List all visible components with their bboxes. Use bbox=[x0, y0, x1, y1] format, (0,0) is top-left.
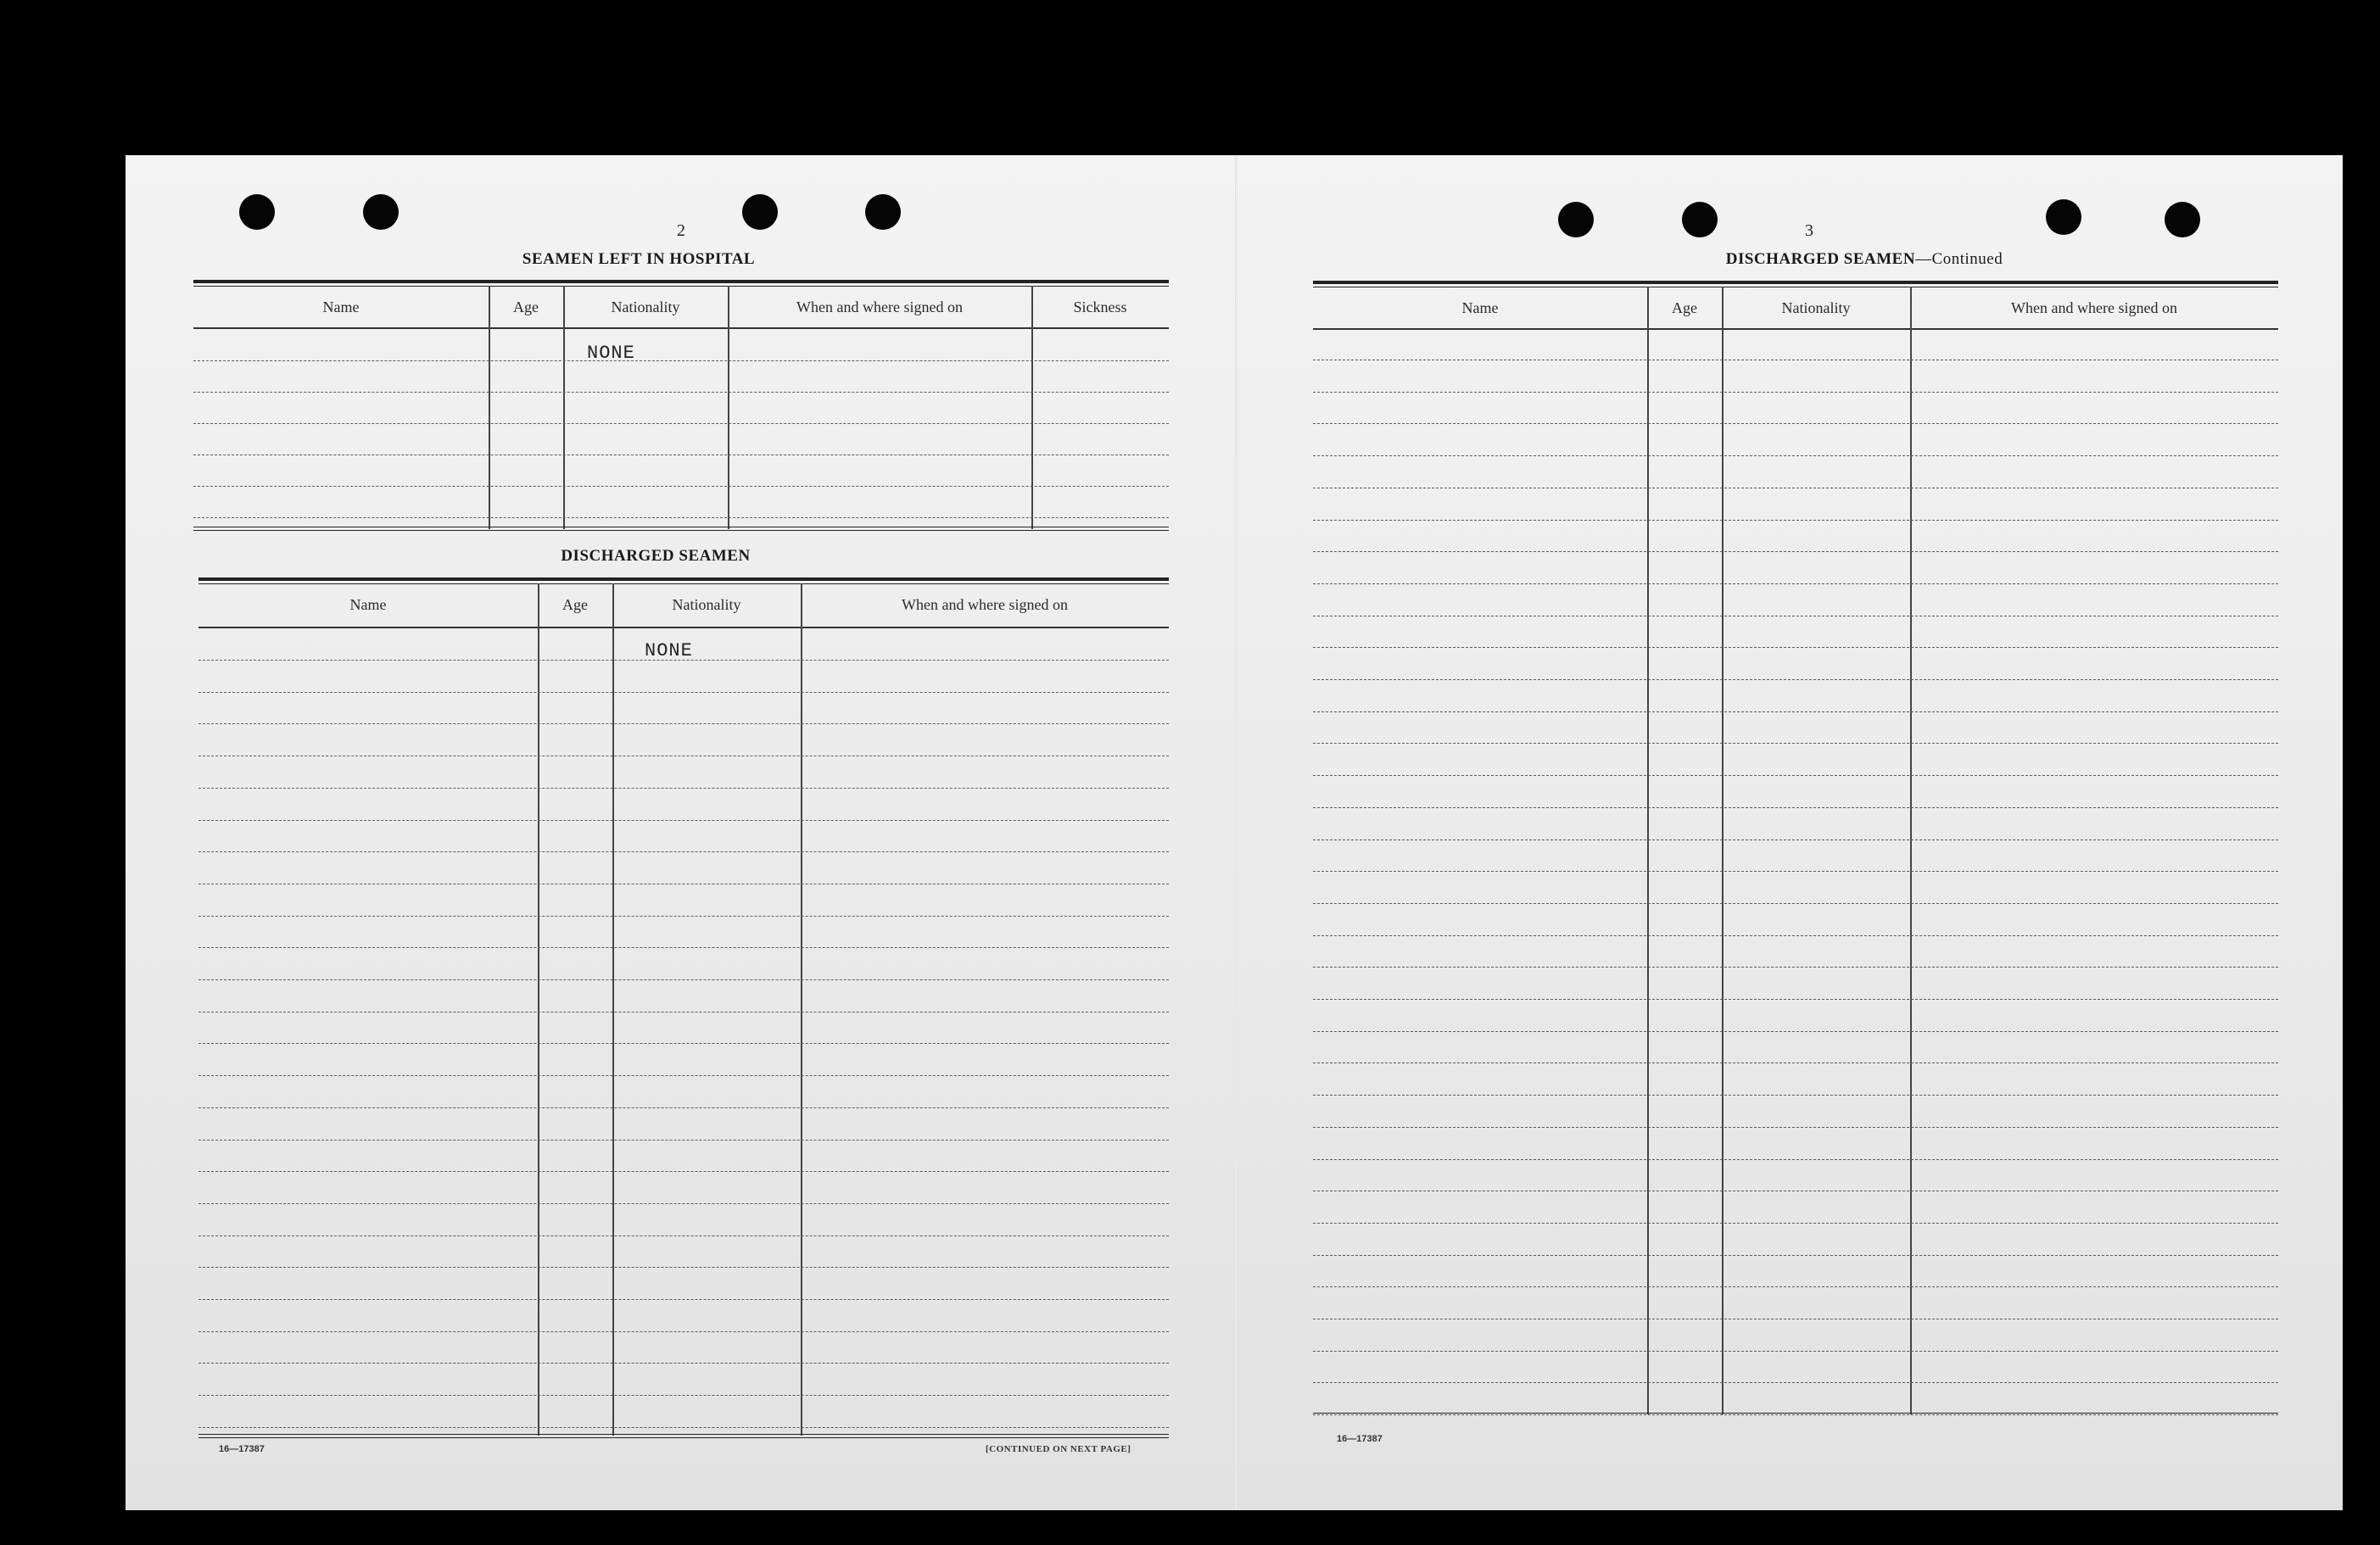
entry-row-line bbox=[198, 1171, 1169, 1172]
entry-row-line bbox=[1313, 583, 2278, 584]
entry-row-line bbox=[193, 360, 1169, 361]
entry-row-line bbox=[198, 1331, 1169, 1332]
punch-hole bbox=[865, 194, 901, 230]
table-top-rule bbox=[1313, 281, 2278, 284]
column-divider bbox=[728, 286, 729, 529]
table-bottom-rule bbox=[193, 530, 1169, 531]
punch-hole bbox=[1558, 202, 1594, 237]
entry-row-line bbox=[198, 820, 1169, 821]
entry-row-line bbox=[198, 851, 1169, 852]
entry-row-line bbox=[198, 1395, 1169, 1396]
entry-row-line bbox=[198, 1363, 1169, 1364]
form-number-left: 16—17387 bbox=[219, 1444, 265, 1454]
continued-suffix: —Continued bbox=[1915, 250, 2003, 268]
column-divider bbox=[538, 583, 539, 1436]
entry-row-line bbox=[193, 486, 1169, 487]
punch-hole bbox=[2046, 199, 2081, 235]
table-bottom-rule bbox=[1313, 1413, 2278, 1414]
entry-row-line bbox=[1313, 1159, 2278, 1160]
continued-note: [CONTINUED ON NEXT PAGE] bbox=[986, 1444, 1131, 1454]
entry-row-line bbox=[1313, 1351, 2278, 1352]
entry-row-line bbox=[198, 979, 1169, 980]
column-divider bbox=[612, 583, 614, 1436]
entry-row-line bbox=[1313, 520, 2278, 521]
discharged-continued-table bbox=[1313, 281, 2278, 1417]
entry-row-line bbox=[1313, 775, 2278, 776]
table-bottom-rule bbox=[198, 1437, 1169, 1438]
header-rule bbox=[193, 327, 1169, 329]
hospital-section-title: SEAMEN LEFT IN HOSPITAL bbox=[522, 250, 756, 268]
column-header-nationality: Nationality bbox=[672, 596, 741, 613]
form-number-right: 16—17387 bbox=[1337, 1434, 1383, 1444]
header-rule bbox=[1313, 328, 2278, 330]
entry-row-line bbox=[193, 392, 1169, 393]
entry-row-line bbox=[1313, 392, 2278, 393]
entry-row-line bbox=[1313, 967, 2278, 968]
punch-hole bbox=[1682, 202, 1718, 237]
entry-row-line bbox=[1313, 1127, 2278, 1128]
entry-row-line bbox=[198, 916, 1169, 917]
entry-row-line bbox=[1313, 455, 2278, 456]
entry-row-line bbox=[1313, 679, 2278, 680]
column-header-nationality: Nationality bbox=[1781, 299, 1851, 316]
entry-row-line bbox=[198, 1043, 1169, 1044]
column-header-age: Age bbox=[562, 596, 588, 613]
column-header-name: Name bbox=[322, 298, 360, 315]
entry-row-line bbox=[193, 517, 1169, 518]
page-number-left: 2 bbox=[677, 221, 685, 240]
entry-row-line bbox=[1313, 1031, 2278, 1032]
column-header-name: Name bbox=[1461, 299, 1499, 316]
entry-row-line bbox=[198, 692, 1169, 693]
discharged-continued-title bbox=[1652, 250, 2076, 269]
entry-row-line bbox=[198, 1140, 1169, 1141]
entry-row-line bbox=[1313, 1095, 2278, 1096]
entry-row-line bbox=[198, 1299, 1169, 1300]
column-header-signed-on: When and where signed on bbox=[902, 596, 1068, 613]
entry-row-line bbox=[198, 1235, 1169, 1236]
entry-row-line bbox=[1313, 551, 2278, 552]
column-divider bbox=[801, 583, 802, 1436]
entry-row-line bbox=[1313, 807, 2278, 808]
discharged-table bbox=[198, 577, 1169, 1442]
table-bottom-rule bbox=[198, 1434, 1169, 1435]
entry-row-line bbox=[198, 1267, 1169, 1268]
entry-row-line bbox=[1313, 839, 2278, 840]
entry-row-line bbox=[1313, 647, 2278, 648]
column-divider bbox=[1031, 286, 1033, 529]
punch-hole bbox=[363, 194, 399, 230]
entry-row-line bbox=[198, 723, 1169, 724]
entry-row-line bbox=[1313, 1414, 2278, 1415]
table-top-rule-thin bbox=[198, 583, 1169, 584]
entry-row-line bbox=[198, 1427, 1169, 1428]
document-scan bbox=[126, 155, 2343, 1510]
entry-row-line bbox=[1313, 1255, 2278, 1256]
entry-row-line bbox=[1313, 1286, 2278, 1287]
punch-hole bbox=[239, 194, 275, 230]
entry-row-line bbox=[198, 1203, 1169, 1204]
center-fold bbox=[1235, 155, 1237, 1510]
page-number-right: 3 bbox=[1805, 221, 1813, 240]
column-header-nationality: Nationality bbox=[611, 298, 680, 315]
entry-row-line bbox=[1313, 999, 2278, 1000]
entry-row-line bbox=[193, 423, 1169, 424]
entry-row-line bbox=[1313, 423, 2278, 424]
punch-hole bbox=[742, 194, 778, 230]
table-top-rule-thin bbox=[193, 286, 1169, 287]
column-header-signed-on: When and where signed on bbox=[2011, 299, 2177, 316]
column-header-name: Name bbox=[349, 596, 387, 613]
entry-row-line bbox=[198, 1107, 1169, 1108]
entry-row-line bbox=[1313, 711, 2278, 712]
entry-row-line bbox=[1313, 743, 2278, 744]
entry-row-line bbox=[198, 660, 1169, 661]
table-top-rule bbox=[198, 577, 1169, 581]
column-divider bbox=[489, 286, 490, 529]
entry-row-line bbox=[1313, 935, 2278, 936]
entry-row-line bbox=[1313, 871, 2278, 872]
column-header-age: Age bbox=[1672, 299, 1697, 316]
column-header-sickness: Sickness bbox=[1073, 298, 1127, 315]
column-header-signed-on: When and where signed on bbox=[796, 298, 963, 315]
entry-row-line bbox=[1313, 1382, 2278, 1383]
punch-hole bbox=[2165, 202, 2200, 237]
hospital-none-entry: NONE bbox=[587, 343, 635, 364]
entry-row-line bbox=[198, 788, 1169, 789]
entry-row-line bbox=[198, 947, 1169, 948]
discharged-section-title: DISCHARGED SEAMEN bbox=[561, 547, 751, 565]
header-rule bbox=[198, 627, 1169, 628]
entry-row-line bbox=[1313, 1223, 2278, 1224]
entry-row-line bbox=[198, 1075, 1169, 1076]
discharged-continued-title-main: DISCHARGED SEAMEN bbox=[1725, 250, 1916, 268]
table-top-rule bbox=[193, 280, 1169, 283]
discharged-none-entry: NONE bbox=[645, 640, 693, 661]
column-divider bbox=[563, 286, 565, 529]
entry-row-line bbox=[1313, 903, 2278, 904]
column-header-age: Age bbox=[513, 298, 539, 315]
